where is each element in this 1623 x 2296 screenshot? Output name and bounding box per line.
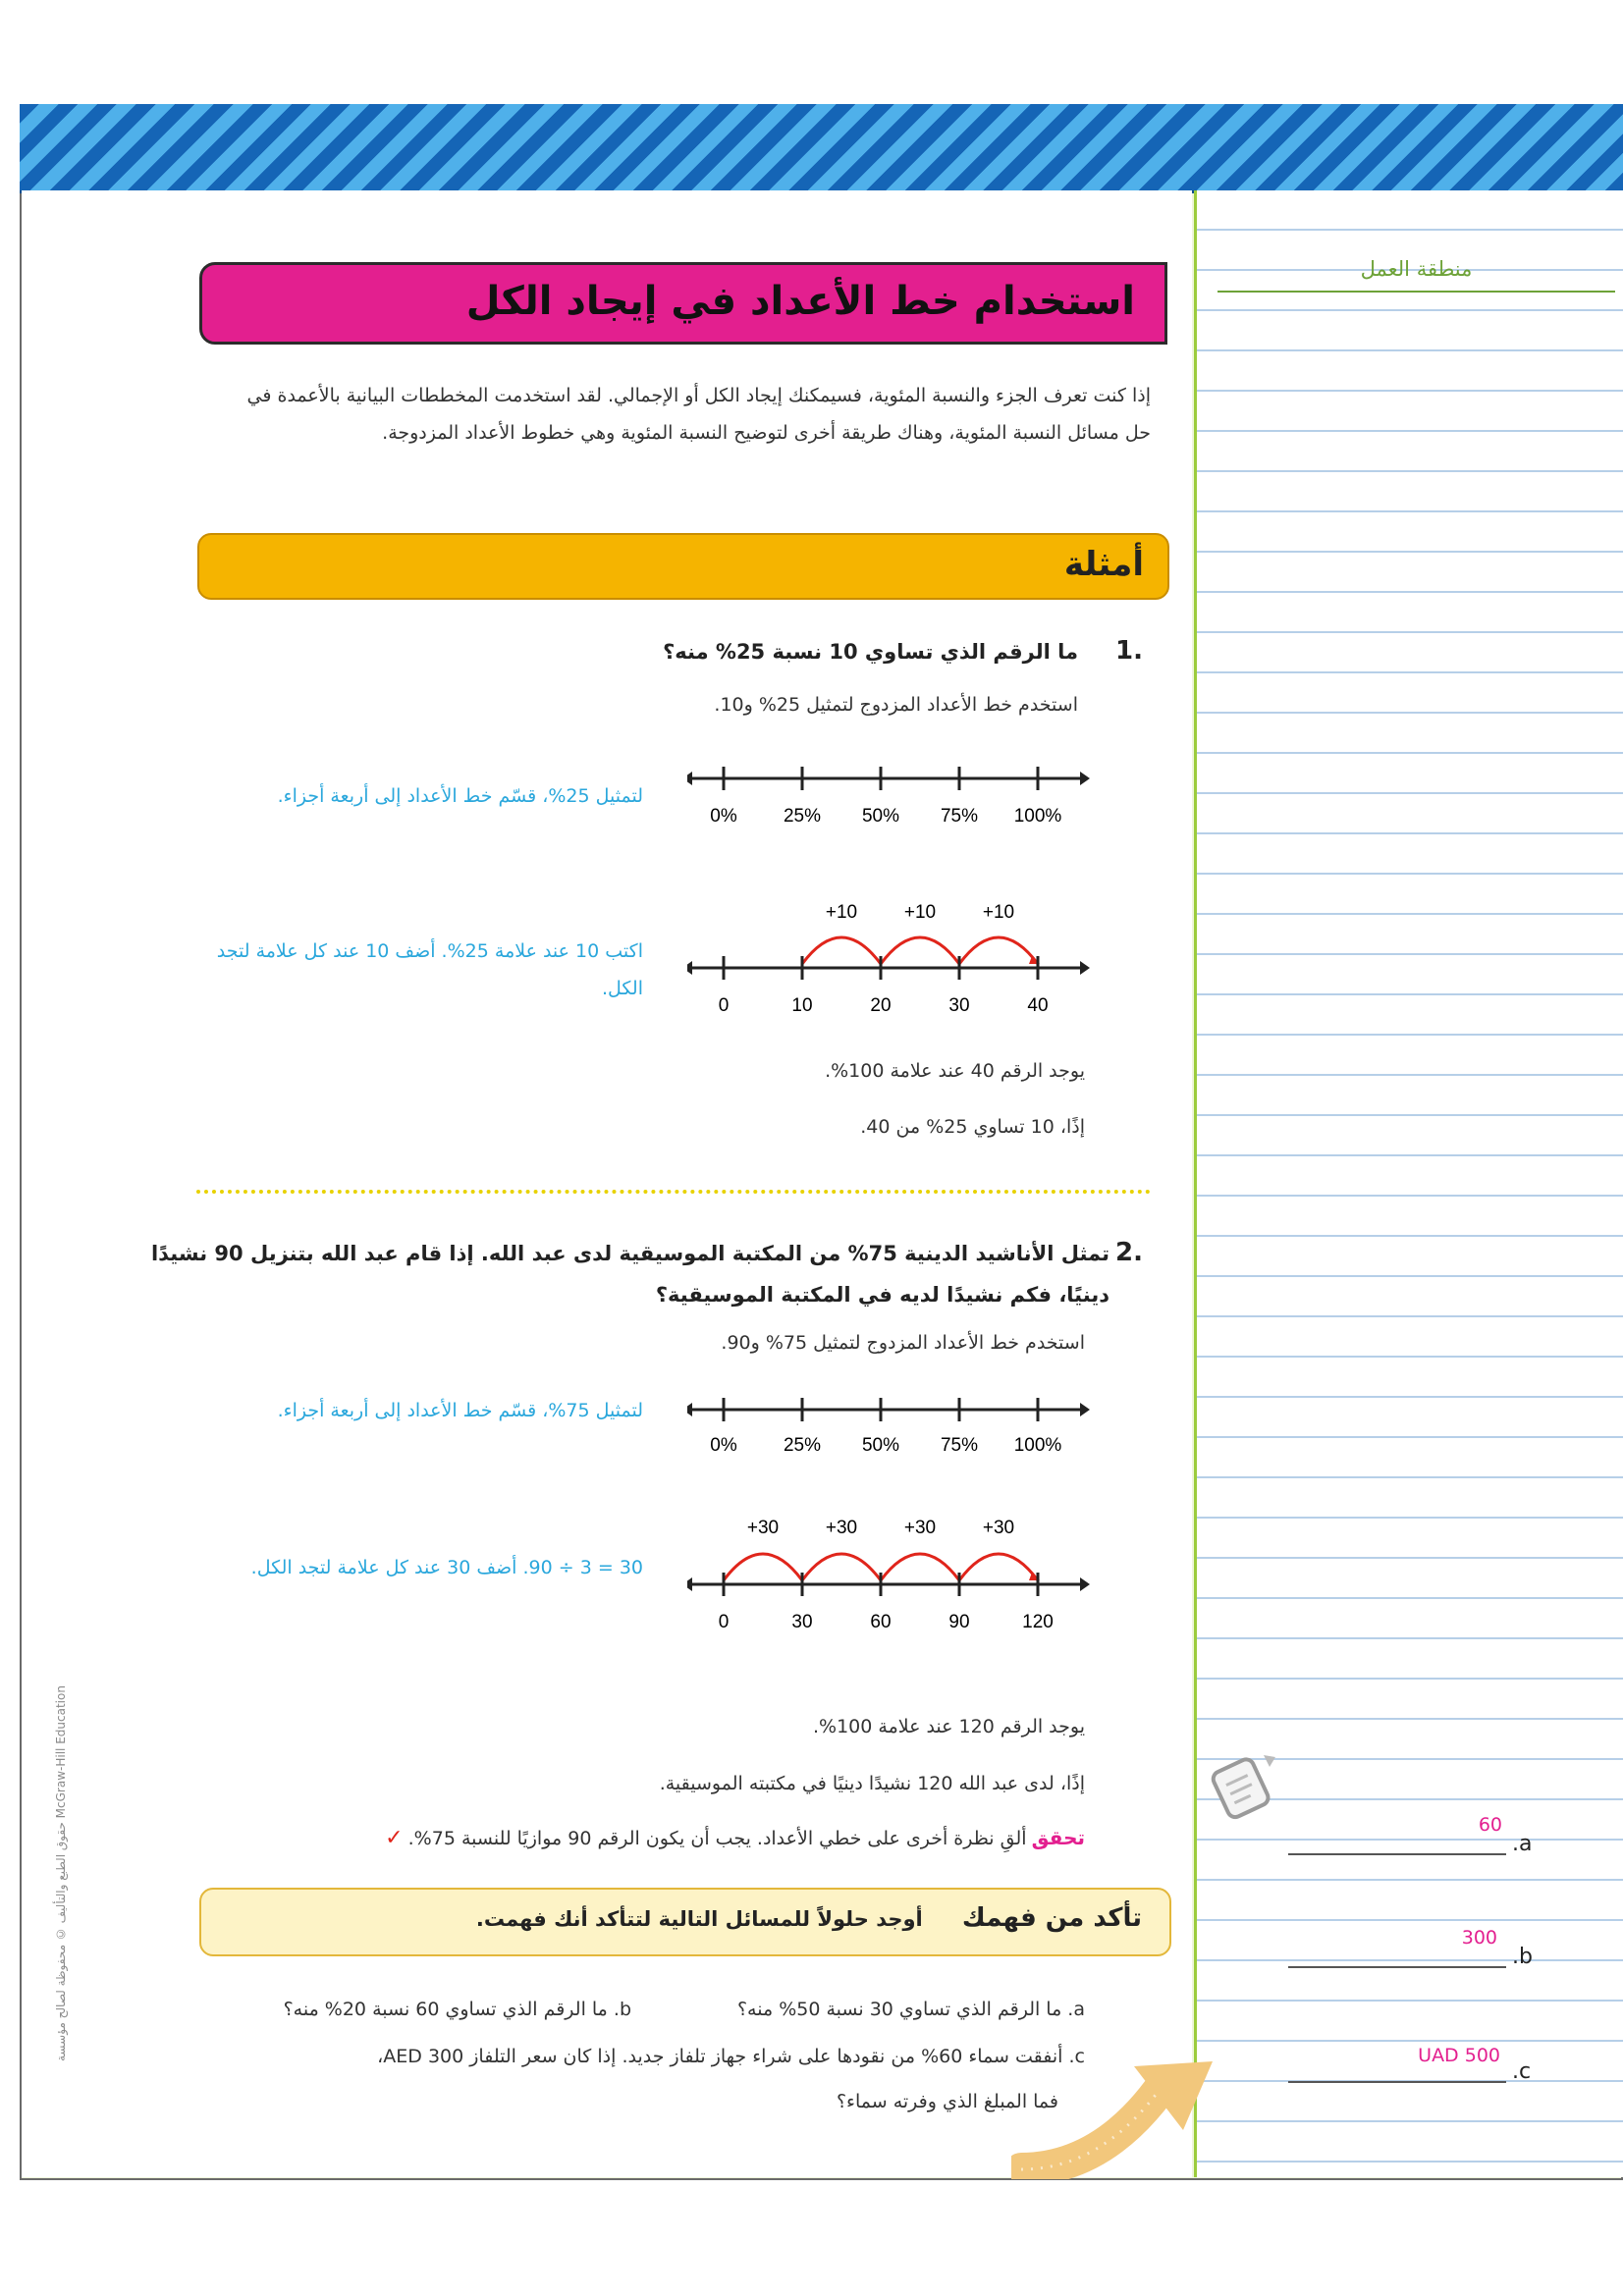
ex1-tick-val-10: 10 — [791, 995, 813, 1016]
answer-c-value-wrap — [1286, 2045, 1500, 2066]
ex2-tick-25pct: 25% — [783, 1435, 822, 1456]
example1-number: 1. — [1115, 636, 1143, 666]
example2-check-row — [231, 1826, 1085, 1850]
example2-note-divide: لتمثيل 75%، قسّم خط الأعداد إلى أربعة أجزاء. — [277, 1400, 643, 1421]
example2-instruction: استخدم خط الأعداد المزدوج لتمثيل 75% و90. — [721, 1332, 1085, 1354]
ex2-tick-75pct: 75% — [940, 1435, 979, 1456]
lesson-title: استخدام خط الأعداد في إيجاد الكل — [465, 279, 1135, 324]
ex1-tick-val-30: 30 — [948, 995, 970, 1016]
ex2-jump-label-3: +30 — [903, 1518, 937, 1538]
example-divider — [196, 1190, 1151, 1194]
ex2-tick-val-30: 30 — [791, 1612, 813, 1632]
ex1-jump-arc-3 — [959, 937, 1038, 964]
answer-c-value: UAD 500 — [1418, 2045, 1500, 2066]
example2-question-line2: دينيًا، فكم نشيدًا لديه في المكتبة الموسيقية؟ — [655, 1283, 1109, 1307]
example2-result-2: إذًا، لدى عبد الله 120 نشيدًا دينيًا في مكتبته الموسيقية. — [659, 1773, 1085, 1794]
example2-number: 2. — [1115, 1238, 1143, 1267]
example2-question-line1: تمثل الأناشيد الدينية 75% من المكتبة الموسيقية لدى عبد الله. إذا قام عبد الله بتنزيل 90 نشيدًا — [150, 1242, 1109, 1265]
check-understanding-title: تأكد من فهمك — [961, 1903, 1142, 1933]
ex1-tick-100pct: 100% — [1013, 806, 1062, 827]
answer-a-value: 60 — [1478, 1814, 1502, 1836]
content-area — [22, 190, 1192, 2177]
answer-c-letter: .c — [1512, 2059, 1532, 2084]
example2-value-number-line — [687, 1510, 1090, 1637]
ex2-jump-arc-4 — [959, 1554, 1038, 1580]
workspace-title-underline — [1217, 291, 1615, 293]
workspace-title: منطقة العمل — [1360, 257, 1473, 281]
copyright-notice: حقوق الطبع والتأليف © محفوظة لصالح مؤسسة McGraw-Hill Education — [54, 1685, 68, 2061]
answer-b-letter: .b — [1512, 1945, 1533, 1969]
ex2-jump-label-1: +30 — [746, 1518, 780, 1538]
ex2-tick-100pct: 100% — [1013, 1435, 1062, 1456]
ex1-jump-label-3: +10 — [982, 902, 1015, 923]
answer-a-letter: .a — [1512, 1832, 1533, 1856]
checkmark-icon: ✓ — [385, 1826, 404, 1850]
answer-b-value-wrap — [1286, 1927, 1497, 1949]
ex1-tick-0pct: 0% — [710, 806, 737, 827]
ex2-tick-val-120: 120 — [1022, 1612, 1054, 1632]
lesson-title-bar — [199, 262, 1167, 345]
ex1-tick-val-20: 20 — [870, 995, 892, 1016]
example1-percent-number-line — [687, 761, 1090, 829]
ex2-tick-0pct: 0% — [710, 1435, 737, 1456]
ex2-jump-arc-3 — [881, 1554, 959, 1580]
answer-b-value: 300 — [1461, 1927, 1497, 1949]
example2-result-1: يوجد الرقم 120 عند علامة 100%. — [812, 1716, 1085, 1737]
example1-note-divide: لتمثيل 25%، قسّم خط الأعداد إلى أربعة أجزاء. — [277, 785, 643, 807]
ex2-tick-val-90: 90 — [948, 1612, 970, 1632]
example2-note-add: 30 = 3 ÷ 90. أضف 30 عند كل علامة لتجد الكل. — [250, 1557, 643, 1578]
examples-bar — [197, 533, 1169, 600]
example1-note-add: اكتب 10 عند علامة 25%. أضف 10 عند كل علامة لتجد الكل. — [216, 940, 643, 999]
ex1-tick-25pct: 25% — [783, 806, 822, 827]
answer-a-line[interactable] — [1288, 1853, 1506, 1855]
problem-b: b. ما الرقم الذي تساوي 60 نسبة 20% منه؟ — [283, 1999, 631, 2020]
check-understanding-bar — [199, 1888, 1171, 1956]
problem-a: a. ما الرقم الذي تساوي 30 نسبة 50% منه؟ — [736, 1999, 1085, 2020]
pencil-note-icon — [1203, 1747, 1281, 1826]
ex1-tick-val-40: 40 — [1027, 995, 1049, 1016]
header-stripe — [20, 104, 1623, 193]
ex2-jump-arc-2 — [802, 1554, 881, 1580]
ex1-tick-val-0: 0 — [718, 995, 730, 1016]
example1-result-1: يوجد الرقم 40 عند علامة 100%. — [825, 1060, 1085, 1082]
ex2-jump-arc-1 — [724, 1554, 802, 1580]
problem-c-line2: فما المبلغ الذي وفرته سماء؟ — [836, 2091, 1058, 2112]
example2-percent-number-line — [687, 1392, 1090, 1461]
check-understanding-subtitle: أوجد حلولاً للمسائل التالية لتتأكد أنك فهمت. — [475, 1907, 923, 1931]
ex2-tick-val-0: 0 — [718, 1612, 730, 1632]
example1-question: ما الرقم الذي تساوي 10 نسبة 25% منه؟ — [663, 640, 1078, 664]
answer-c-line[interactable] — [1288, 2081, 1506, 2083]
check-label: تحقق — [1031, 1826, 1085, 1849]
ex1-jump-label-1: +10 — [825, 902, 858, 923]
ex2-jump-label-2: +30 — [825, 1518, 858, 1538]
problem-c-line1: c. أنفقت سماء 60% من نقودها على شراء جهاز تلفاز جديد. إذا كان سعر التلفاز 300 AED، — [377, 2046, 1085, 2067]
answer-a-value-wrap — [1286, 1814, 1502, 1836]
ex1-jump-arc-1 — [802, 937, 881, 964]
ex2-tick-val-60: 60 — [870, 1612, 892, 1632]
examples-heading: أمثلة — [1063, 545, 1144, 584]
lesson-intro: إذا كنت تعرف الجزء والنسبة المئوية، فسيمكنك إيجاد الكل أو الإجمالي. لقد استخدمت المخططات البيانية بالأعمدة في حل مسائل النسبة المئوية، وهناك طريقة أخرى لتوضيح النسبة المئوية وهي خطوط الأعداد المزدوجة. — [246, 385, 1151, 444]
arrow-to-workspace-icon — [1011, 2052, 1217, 2179]
example1-value-number-line — [687, 893, 1090, 1021]
example1-result-2: إذًا، 10 تساوي 25% من 40. — [860, 1116, 1085, 1138]
ex1-tick-50pct: 50% — [861, 806, 900, 827]
workspace-panel — [1194, 190, 1623, 2177]
ex2-tick-50pct: 50% — [861, 1435, 900, 1456]
ex1-jump-arc-2 — [881, 937, 959, 964]
ex1-tick-75pct: 75% — [940, 806, 979, 827]
answer-b-line[interactable] — [1288, 1966, 1506, 1968]
example1-instruction: استخدم خط الأعداد المزدوج لتمثيل 25% و10. — [714, 694, 1078, 716]
check-text: ألقِ نظرة أخرى على خطي الأعداد. يجب أن يكون الرقم 90 موازيًا للنسبة 75%. — [407, 1828, 1027, 1849]
ex2-jump-label-4: +30 — [982, 1518, 1015, 1538]
ex1-jump-label-2: +10 — [903, 902, 937, 923]
